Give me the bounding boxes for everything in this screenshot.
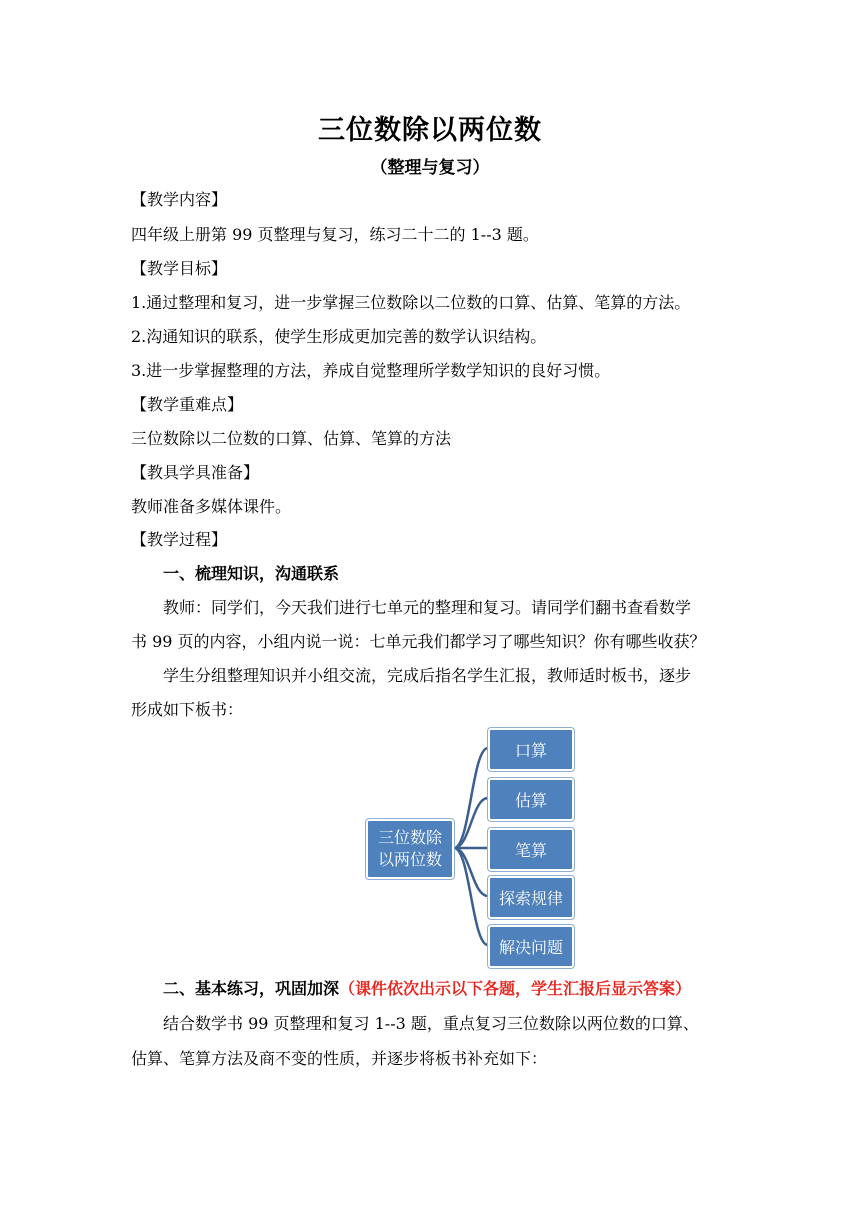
- connector-4: [454, 848, 488, 896]
- step2-note: （课件依次出示以下各题，学生汇报后显示答案）: [339, 979, 692, 998]
- diagram-node-oral: 口算: [488, 728, 574, 771]
- root-label-line1: 三位数除: [377, 828, 442, 847]
- step1-paragraph2-line1: 学生分组整理知识并小组交流，完成后指名学生汇报，教师适时板书，逐步: [163, 666, 692, 685]
- step2-paragraph1-line2: 估算、笔算方法及商不变的性质，并逐步将板书补充如下：: [131, 1049, 548, 1068]
- diagram-node-written: 笔算: [488, 828, 574, 871]
- step1-heading: 一、梳理知识，沟通联系: [163, 564, 340, 583]
- step1-paragraph1-line1: 教师：同学们，今天我们进行七单元的整理和复习。请同学们翻书查看数学: [163, 598, 692, 617]
- root-label-line2: 以两位数: [377, 850, 442, 869]
- page-subtitle: （整理与复习）: [370, 158, 490, 178]
- section-heading-content: 【教学内容】: [131, 190, 228, 209]
- step2-heading-line: [163, 978, 691, 1000]
- diagram-root-node: [366, 819, 454, 879]
- goal-item-3: 3.进一步掌握整理的方法，养成自觉整理所学数学知识的良好习惯。: [131, 361, 611, 380]
- section-heading-goals: 【教学目标】: [131, 259, 228, 278]
- connector-1: [454, 748, 488, 848]
- diagram-node-problems: 解决问题: [488, 925, 574, 968]
- section-heading-process: 【教学过程】: [131, 530, 228, 549]
- knowledge-tree-diagram: [360, 722, 580, 972]
- goal-item-2: 2.沟通知识的联系，使学生形成更加完善的数学认识结构。: [131, 327, 547, 346]
- diagram-node-estimate: 估算: [488, 778, 574, 821]
- connector-2: [454, 798, 488, 848]
- tools-text: 教师准备多媒体课件。: [131, 497, 292, 516]
- page-title: 三位数除以两位数: [318, 115, 542, 146]
- step1-paragraph2-line2: 形成如下板书：: [131, 700, 244, 719]
- section-heading-keypoints: 【教学重难点】: [131, 395, 244, 414]
- goal-item-1: 1.通过整理和复习，进一步掌握三位数除以二位数的口算、估算、笔算的方法。: [131, 293, 691, 312]
- step1-paragraph1-line2: 书 99 页的内容，小组内说一说：七单元我们都学习了哪些知识？你有哪些收获？: [131, 632, 706, 651]
- connector-5: [454, 848, 488, 945]
- step2-paragraph1-line1: 结合数学书 99 页整理和复习 1--3 题，重点复习三位数除以两位数的口算、: [163, 1014, 699, 1033]
- content-text: 四年级上册第 99 页整理与复习，练习二十二的 1--3 题。: [131, 225, 539, 244]
- section-heading-tools: 【教具学具准备】: [131, 463, 260, 482]
- diagram-node-patterns: 探索规律: [488, 876, 574, 919]
- step2-heading: 二、基本练习，巩固加深: [163, 979, 340, 998]
- keypoints-text: 三位数除以二位数的口算、估算、笔算的方法: [131, 429, 452, 448]
